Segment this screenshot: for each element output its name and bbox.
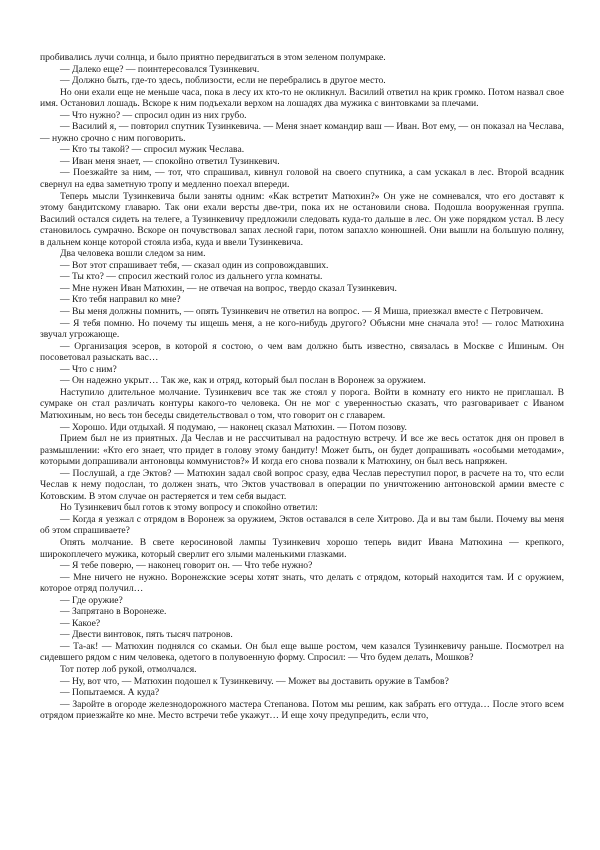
paragraph: Теперь мысли Тузинкевича были заняты одним: «Как встретит Матюхин?» Он уже не сомневался, что его доставят к этому бандитскому главарю. Так они ехали версты две-три, пока их не остановили снова. Подошла вооруженная группа. Василий остался сидеть на телеге, а Тузинкевичу предложили следовать куда-то дальше в лес. Он уже порядком устал. В лесу становилось сумрачно. Вскоре он почувствовал запах лесной гари, потом запахло конюшней. Они вышли на большую поляну, в дальнем конце которой стояла изба, куда и ввели Тузинкевича. <box>40 190 564 248</box>
paragraph: — Должно быть, где-то здесь, поблизости, если не перебрались в другое место. <box>60 75 386 87</box>
paragraph: — Вот этот спрашивает тебя, — сказал один из сопровождавших. <box>60 259 329 271</box>
paragraph: — Хорошо. Иди отдыхай. Я подумаю, — наконец сказал Матюхин. — Потом позову. <box>60 421 407 433</box>
paragraph: Но Тузинкевич был готов к этому вопросу и спокойно ответил: <box>60 502 318 514</box>
paragraph: — Когда я уезжал с отрядом в Воронеж за оружием, Эктов оставался в селе Хитрово. Да и вы там были. Почему вы меня об этом спрашиваете? <box>40 513 564 537</box>
paragraph: Тот потер лоб рукой, отмолчался. <box>60 663 197 675</box>
paragraph: — Вы меня должны помнить, — опять Тузинкевич не ответил на вопрос. — Я Миша, приезжал вместе с Петровичем. <box>60 306 544 318</box>
paragraph: — Заройте в огороде железнодорожного мастера Степанова. Потом мы решим, как забрать его оттуда… После этого всем отрядом приезжайте ко мне. Место встречи тебе укажут… И еще хочу предупредить, если что, <box>40 698 564 722</box>
paragraph: — Кто тебя направил ко мне? <box>60 294 181 306</box>
paragraph: — Мне нужен Иван Матюхин, — не отвечая на вопрос, твердо сказал Тузинкевич. <box>60 282 397 294</box>
paragraph: — Послушай, а где Эктов? — Матюхин задал свой вопрос сразу, едва Чеслав переступил порог, в расчете на то, что если Чеслав к нему подослан, то должен знать, что Эктов участвовал в операции по уничтожению антоновской армии вместе с Котовским. В этом случае он растеряется и тем себя выдаст. <box>40 467 564 502</box>
paragraph: — Я тебя помню. Но почему ты ищешь меня, а не кого-нибудь другого? Объясни мне сначала это! — голос Матюхина звучал угрожающе. <box>40 317 564 341</box>
paragraph: Но они ехали еще не меньше часа, пока в лесу их кто-то не окликнул. Василий ответил на крик громко. Потом назвал свое имя. Остановил лошадь. Вскоре к ним подъехали верхом на лошадях два мужика с винтовками за плечами. <box>40 86 564 110</box>
paragraph: — Та-ак! — Матюхин поднялся со скамьи. Он был еще выше ростом, чем казался Тузинкевичу раньше. Посмотрел на сидевшего рядом с ним человека, одетого в полувоенную форму. Спросил: — Что будем делать, Мошков? <box>40 640 564 664</box>
paragraph: Опять молчание. В свете керосиновой лампы Тузинкевич хорошо теперь видит Ивана Матюхина — крепкого, широкоплечего мужика, который сверлит его злыми маленькими глазками. <box>40 536 564 560</box>
paragraph: — Он надежно укрыт… Так же, как и отряд, который был послан в Воронеж за оружием. <box>60 375 426 387</box>
paragraph: — Двести винтовок, пять тысяч патронов. <box>60 629 233 641</box>
paragraph: — Кто ты такой? — спросил мужик Чеслава. <box>60 144 245 156</box>
paragraph: пробивались лучи солнца, и было приятно передвигаться в этом зеленом полумраке. <box>40 52 386 63</box>
paragraph: Наступило длительное молчание. Тузинкевич все так же стоял у порога. Войти в комнату его никто не приглашал. В сумраке он стал различать контуры какого-то человека. Он не мог с уверенностью сказать, что разговаривает с Иваном Матюхиным, но весь тон беседы свидетельствовал о том, что говорит он с главарем. <box>40 386 564 421</box>
paragraph: — Ну, вот что, — Матюхин подошел к Тузинкевичу. — Может вы доставить оружие в Тамбов? <box>60 675 449 687</box>
paragraph: — Что нужно? — спросил один из них грубо. <box>60 109 247 121</box>
paragraph: — Мне ничего не нужно. Воронежские эсеры хотят знать, что делать с отрядом, который находится там. И с оружием, которое отряд получил… <box>40 571 564 595</box>
paragraph: — Василий я, — повторил спутник Тузинкевича. — Меня знает командир ваш — Иван. Вот ему, — он показал на Чеслава, — нужно срочно с ним поговорить. <box>40 121 564 144</box>
paragraph: Прием был не из приятных. Да Чеслав и не рассчитывал на радостную встречу. И все же весь остаток дня он провел в размышлении: «Кто его знает, что придет в голову этому бандиту! Может быть, он будет допрашивать «особыми методами», которыми допрашивали антоновцы коммунистов?» И когда его снова позвали к Матюхину, он был весь напряжен. <box>40 433 564 468</box>
paragraph: — Попытаемся. А куда? <box>60 687 160 699</box>
paragraph: — Запрятано в Воронеже. <box>60 606 167 618</box>
paragraph: — Я тебе поверю, — наконец говорит он. — Что тебе нужно? <box>60 560 313 572</box>
paragraph: — Иван меня знает, — спокойно ответил Тузинкевич. <box>60 155 280 167</box>
paragraph: — Какое? <box>60 617 101 629</box>
paragraph: — Организация эсеров, в которой я состою, о чем вам должно быть известно, связалась в Москве с Ишиным. Он посоветовал разыскать вас… <box>40 340 564 364</box>
paragraph: — Поезжайте за ним, — тот, что спрашивал, кивнул головой на своего спутника, а сам ускакал в лес. Второй всадник свернул на едва заметную тропу и медленно поехал впереди. <box>40 167 564 191</box>
paragraph: — Далеко еще? — поинтересовался Тузинкевич. <box>60 63 260 75</box>
paragraph: — Где оружие? <box>60 594 123 606</box>
book-page <box>40 52 564 722</box>
paragraph: — Что с ним? <box>60 363 117 375</box>
paragraph: Два человека вошли следом за ним. <box>60 248 206 260</box>
paragraph: — Ты кто? — спросил жесткий голос из дальнего угла комнаты. <box>60 271 323 283</box>
